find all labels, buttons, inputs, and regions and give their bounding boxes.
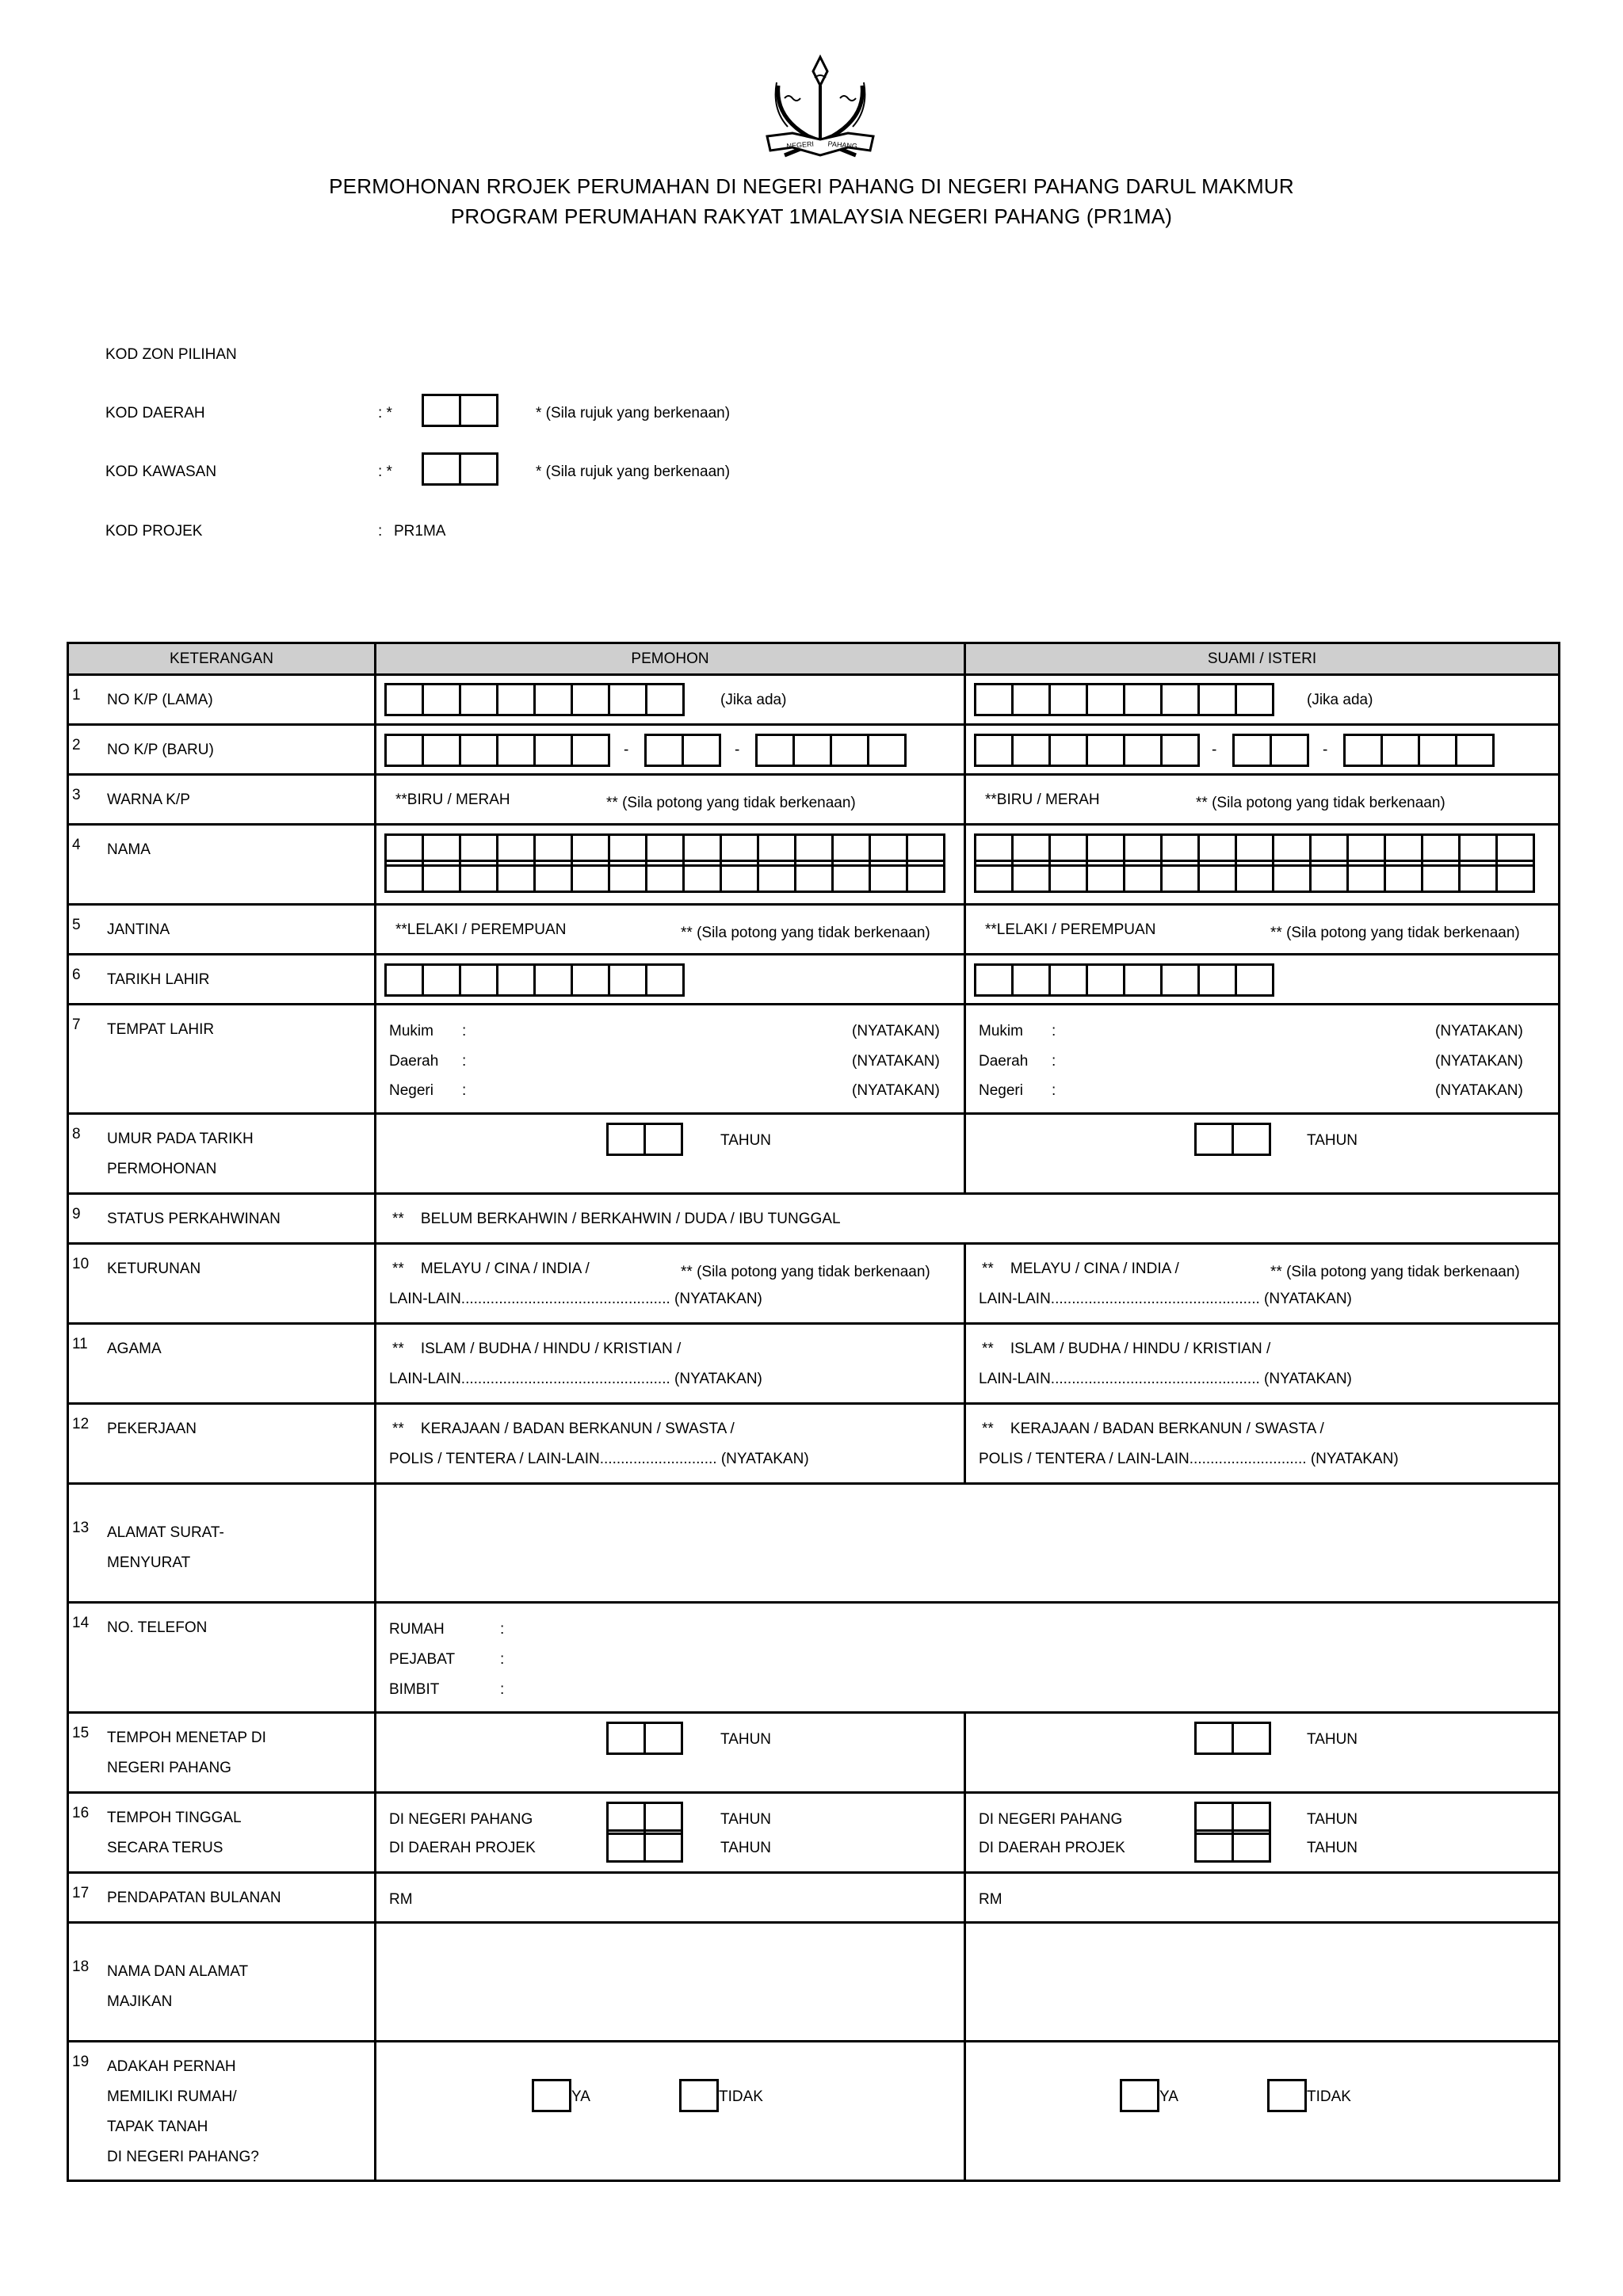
pemohon-ic-lama <box>376 675 965 725</box>
pemohon-tempoh-menetap: TAHUN <box>376 1713 965 1793</box>
row-label: 4 NAMA <box>68 825 376 905</box>
status-perkahwinan-options: ** BELUM BERKAHWIN / BERKAHWIN / DUDA / IBU TUNGGAL <box>376 1194 1560 1244</box>
tarikh-lahir-boxes[interactable] <box>974 963 1274 997</box>
kod-daerah-boxes[interactable] <box>422 394 498 427</box>
pasangan-ic-baru: - - <box>965 725 1560 775</box>
pemohon-warna: **BIRU / MERAH ** (Sila potong yang tidak berkenaan) <box>376 775 965 825</box>
pemohon-umur: TAHUN <box>376 1114 965 1194</box>
pemohon-jantina: **LELAKI / PEREMPUAN ** (Sila potong yang tidak berkenaan) <box>376 905 965 955</box>
row-label: 6 TARIKH LAHIR <box>68 955 376 1005</box>
ya-checkbox[interactable] <box>532 2079 571 2112</box>
pasangan-nama <box>965 825 1560 905</box>
tempoh-menetap-boxes[interactable] <box>606 1722 683 1755</box>
row-label: 1 NO K/P (LAMA) <box>68 675 376 725</box>
ic-lama-boxes[interactable] <box>384 683 685 716</box>
kod-projek-colon: : <box>378 523 383 540</box>
umur-boxes[interactable] <box>606 1123 683 1156</box>
pasangan-tempoh-menetap: TAHUN <box>965 1713 1560 1793</box>
kod-zon-label: KOD ZON PILIHAN <box>105 346 237 363</box>
ic-baru-boxes-b[interactable] <box>644 734 721 767</box>
pemohon-ic-baru: - - <box>376 725 965 775</box>
pasangan-keturunan[interactable]: ** MELAYU / CINA / INDIA / ** (Sila potong yang tidak berkenaan) LAIN-LAIN.................................................. (NYATAKAN) <box>965 1244 1560 1324</box>
ic-baru-boxes-a[interactable] <box>384 734 610 767</box>
kod-daerah-colon: : * <box>378 405 392 421</box>
row-label: 7 TEMPAT LAHIR <box>68 1005 376 1114</box>
kod-kawasan-note: * (Sila rujuk yang berkenaan) <box>536 463 731 480</box>
ic-baru-boxes-b[interactable] <box>1232 734 1309 767</box>
nama-boxes-line2[interactable] <box>974 860 1535 893</box>
pasangan-ic-lama <box>965 675 1560 725</box>
crest-banner-right: PAHANG <box>827 139 858 151</box>
pasangan-majikan-field[interactable] <box>965 1923 1560 2042</box>
jika-ada-note: (Jika ada) <box>1307 692 1373 708</box>
row-label: 10 KETURUNAN <box>68 1244 376 1324</box>
row-label: 12 PEKERJAAN <box>68 1404 376 1484</box>
pasangan-tarikh-lahir <box>965 955 1560 1005</box>
pemohon-agama[interactable]: ** ISLAM / BUDHA / HINDU / KRISTIAN / LAIN-LAIN.................................................. (NYATAKAN) <box>376 1324 965 1404</box>
pasangan-tempat-lahir[interactable]: Mukim : (NYATAKAN) Daerah : (NYATAKAN) Negeri : (NYATAKAN) <box>965 1005 1560 1114</box>
pemohon-pendapatan[interactable]: RM <box>376 1873 965 1923</box>
pemohon-pekerjaan[interactable]: ** KERAJAAN / BADAN BERKANUN / SWASTA / POLIS / TENTERA / LAIN-LAIN............................ (NYATAKAN) <box>376 1404 965 1484</box>
form-title-line2: PROGRAM PERUMAHAN RAKYAT 1MALAYSIA NEGERI PAHANG (PR1MA) <box>450 204 1173 228</box>
form-title-line1: PERMOHONAN RROJEK PERUMAHAN DI NEGERI PAHANG DI NEGERI PAHANG DARUL MAKMUR <box>329 174 1294 198</box>
kod-kawasan-boxes[interactable] <box>422 452 498 486</box>
row-label: 14 NO. TELEFON <box>68 1603 376 1713</box>
pasangan-tempoh-tinggal: DI NEGERI PAHANG DI DAERAH PROJEK TAHUN TAHUN <box>965 1793 1560 1873</box>
pasangan-pekerjaan[interactable]: ** KERAJAAN / BADAN BERKANUN / SWASTA / POLIS / TENTERA / LAIN-LAIN............................ (NYATAKAN) <box>965 1404 1560 1484</box>
pemohon-nama <box>376 825 965 905</box>
kod-daerah-label: KOD DAERAH <box>105 405 205 421</box>
tinggal-daerah-boxes[interactable] <box>606 1829 683 1863</box>
row-label: 19 ADAKAH PERNAH MEMILIKI RUMAH/ TAPAK TANAH DI NEGERI PAHANG? <box>68 2042 376 2181</box>
row-label: 13 ALAMAT SURAT- MENYURAT <box>68 1484 376 1603</box>
alamat-surat-menyurat-field[interactable] <box>376 1484 1560 1603</box>
kod-kawasan-colon: : * <box>378 463 392 480</box>
header-suami-isteri: SUAMI / ISTERI <box>965 643 1560 675</box>
kod-projek-value: PR1MA <box>394 523 446 540</box>
pemohon-tempat-lahir[interactable]: Mukim : (NYATAKAN) Daerah : (NYATAKAN) Negeri : (NYATAKAN) <box>376 1005 965 1114</box>
kod-daerah-note: * (Sila rujuk yang berkenaan) <box>536 405 731 421</box>
no-telefon-fields[interactable]: RUMAH : PEJABAT : BIMBIT : <box>376 1603 1560 1713</box>
tinggal-daerah-boxes[interactable] <box>1194 1829 1271 1863</box>
row-label: 9 STATUS PERKAHWINAN <box>68 1194 376 1244</box>
pemohon-tempoh-tinggal: DI NEGERI PAHANG DI DAERAH PROJEK TAHUN TAHUN <box>376 1793 965 1873</box>
pasangan-pemilikan: YA TIDAK <box>965 2042 1560 2181</box>
nama-boxes-line2[interactable] <box>384 860 945 893</box>
row-label: 2 NO K/P (BARU) <box>68 725 376 775</box>
umur-boxes[interactable] <box>1194 1123 1271 1156</box>
row-label: 11 AGAMA <box>68 1324 376 1404</box>
kod-projek-label: KOD PROJEK <box>105 523 203 540</box>
row-label: 17 PENDAPATAN BULANAN <box>68 1873 376 1923</box>
ya-checkbox[interactable] <box>1120 2079 1159 2112</box>
row-label: 3 WARNA K/P <box>68 775 376 825</box>
tarikh-lahir-boxes[interactable] <box>384 963 685 997</box>
tempoh-menetap-boxes[interactable] <box>1194 1722 1271 1755</box>
pasangan-agama[interactable]: ** ISLAM / BUDHA / HINDU / KRISTIAN / LAIN-LAIN.................................................. (NYATAKAN) <box>965 1324 1560 1404</box>
row-label: 16 TEMPOH TINGGAL SECARA TERUS <box>68 1793 376 1873</box>
jika-ada-note: (Jika ada) <box>720 692 787 708</box>
tidak-checkbox[interactable] <box>679 2079 719 2112</box>
tidak-checkbox[interactable] <box>1267 2079 1307 2112</box>
pasangan-warna: **BIRU / MERAH ** (Sila potong yang tidak berkenaan) <box>965 775 1560 825</box>
ic-baru-boxes-c[interactable] <box>1343 734 1495 767</box>
pemohon-pemilikan: YA TIDAK <box>376 2042 965 2181</box>
ic-baru-boxes-a[interactable] <box>974 734 1200 767</box>
header-pemohon: PEMOHON <box>376 643 965 675</box>
row-label: 8 UMUR PADA TARIKH PERMOHONAN <box>68 1114 376 1194</box>
pemohon-majikan-field[interactable] <box>376 1923 965 2042</box>
pemohon-tarikh-lahir <box>376 955 965 1005</box>
row-label: 5 JANTINA <box>68 905 376 955</box>
crest-banner-left: NEGERI <box>786 139 815 151</box>
ic-baru-boxes-c[interactable] <box>755 734 907 767</box>
pasangan-pendapatan[interactable]: RM <box>965 1873 1560 1923</box>
pahang-crest-logo <box>761 54 880 169</box>
ic-lama-boxes[interactable] <box>974 683 1274 716</box>
pemohon-keturunan[interactable]: ** MELAYU / CINA / INDIA / ** (Sila potong yang tidak berkenaan) LAIN-LAIN.................................................. (NYATAKAN) <box>376 1244 965 1324</box>
application-table <box>67 642 1560 2182</box>
kod-kawasan-label: KOD KAWASAN <box>105 463 217 480</box>
header-keterangan: KETERANGAN <box>68 643 376 675</box>
row-label: 18 NAMA DAN ALAMAT MAJIKAN <box>68 1923 376 2042</box>
pasangan-umur: TAHUN <box>965 1114 1560 1194</box>
row-label: 15 TEMPOH MENETAP DI NEGERI PAHANG <box>68 1713 376 1793</box>
pasangan-jantina: **LELAKI / PEREMPUAN ** (Sila potong yang tidak berkenaan) <box>965 905 1560 955</box>
